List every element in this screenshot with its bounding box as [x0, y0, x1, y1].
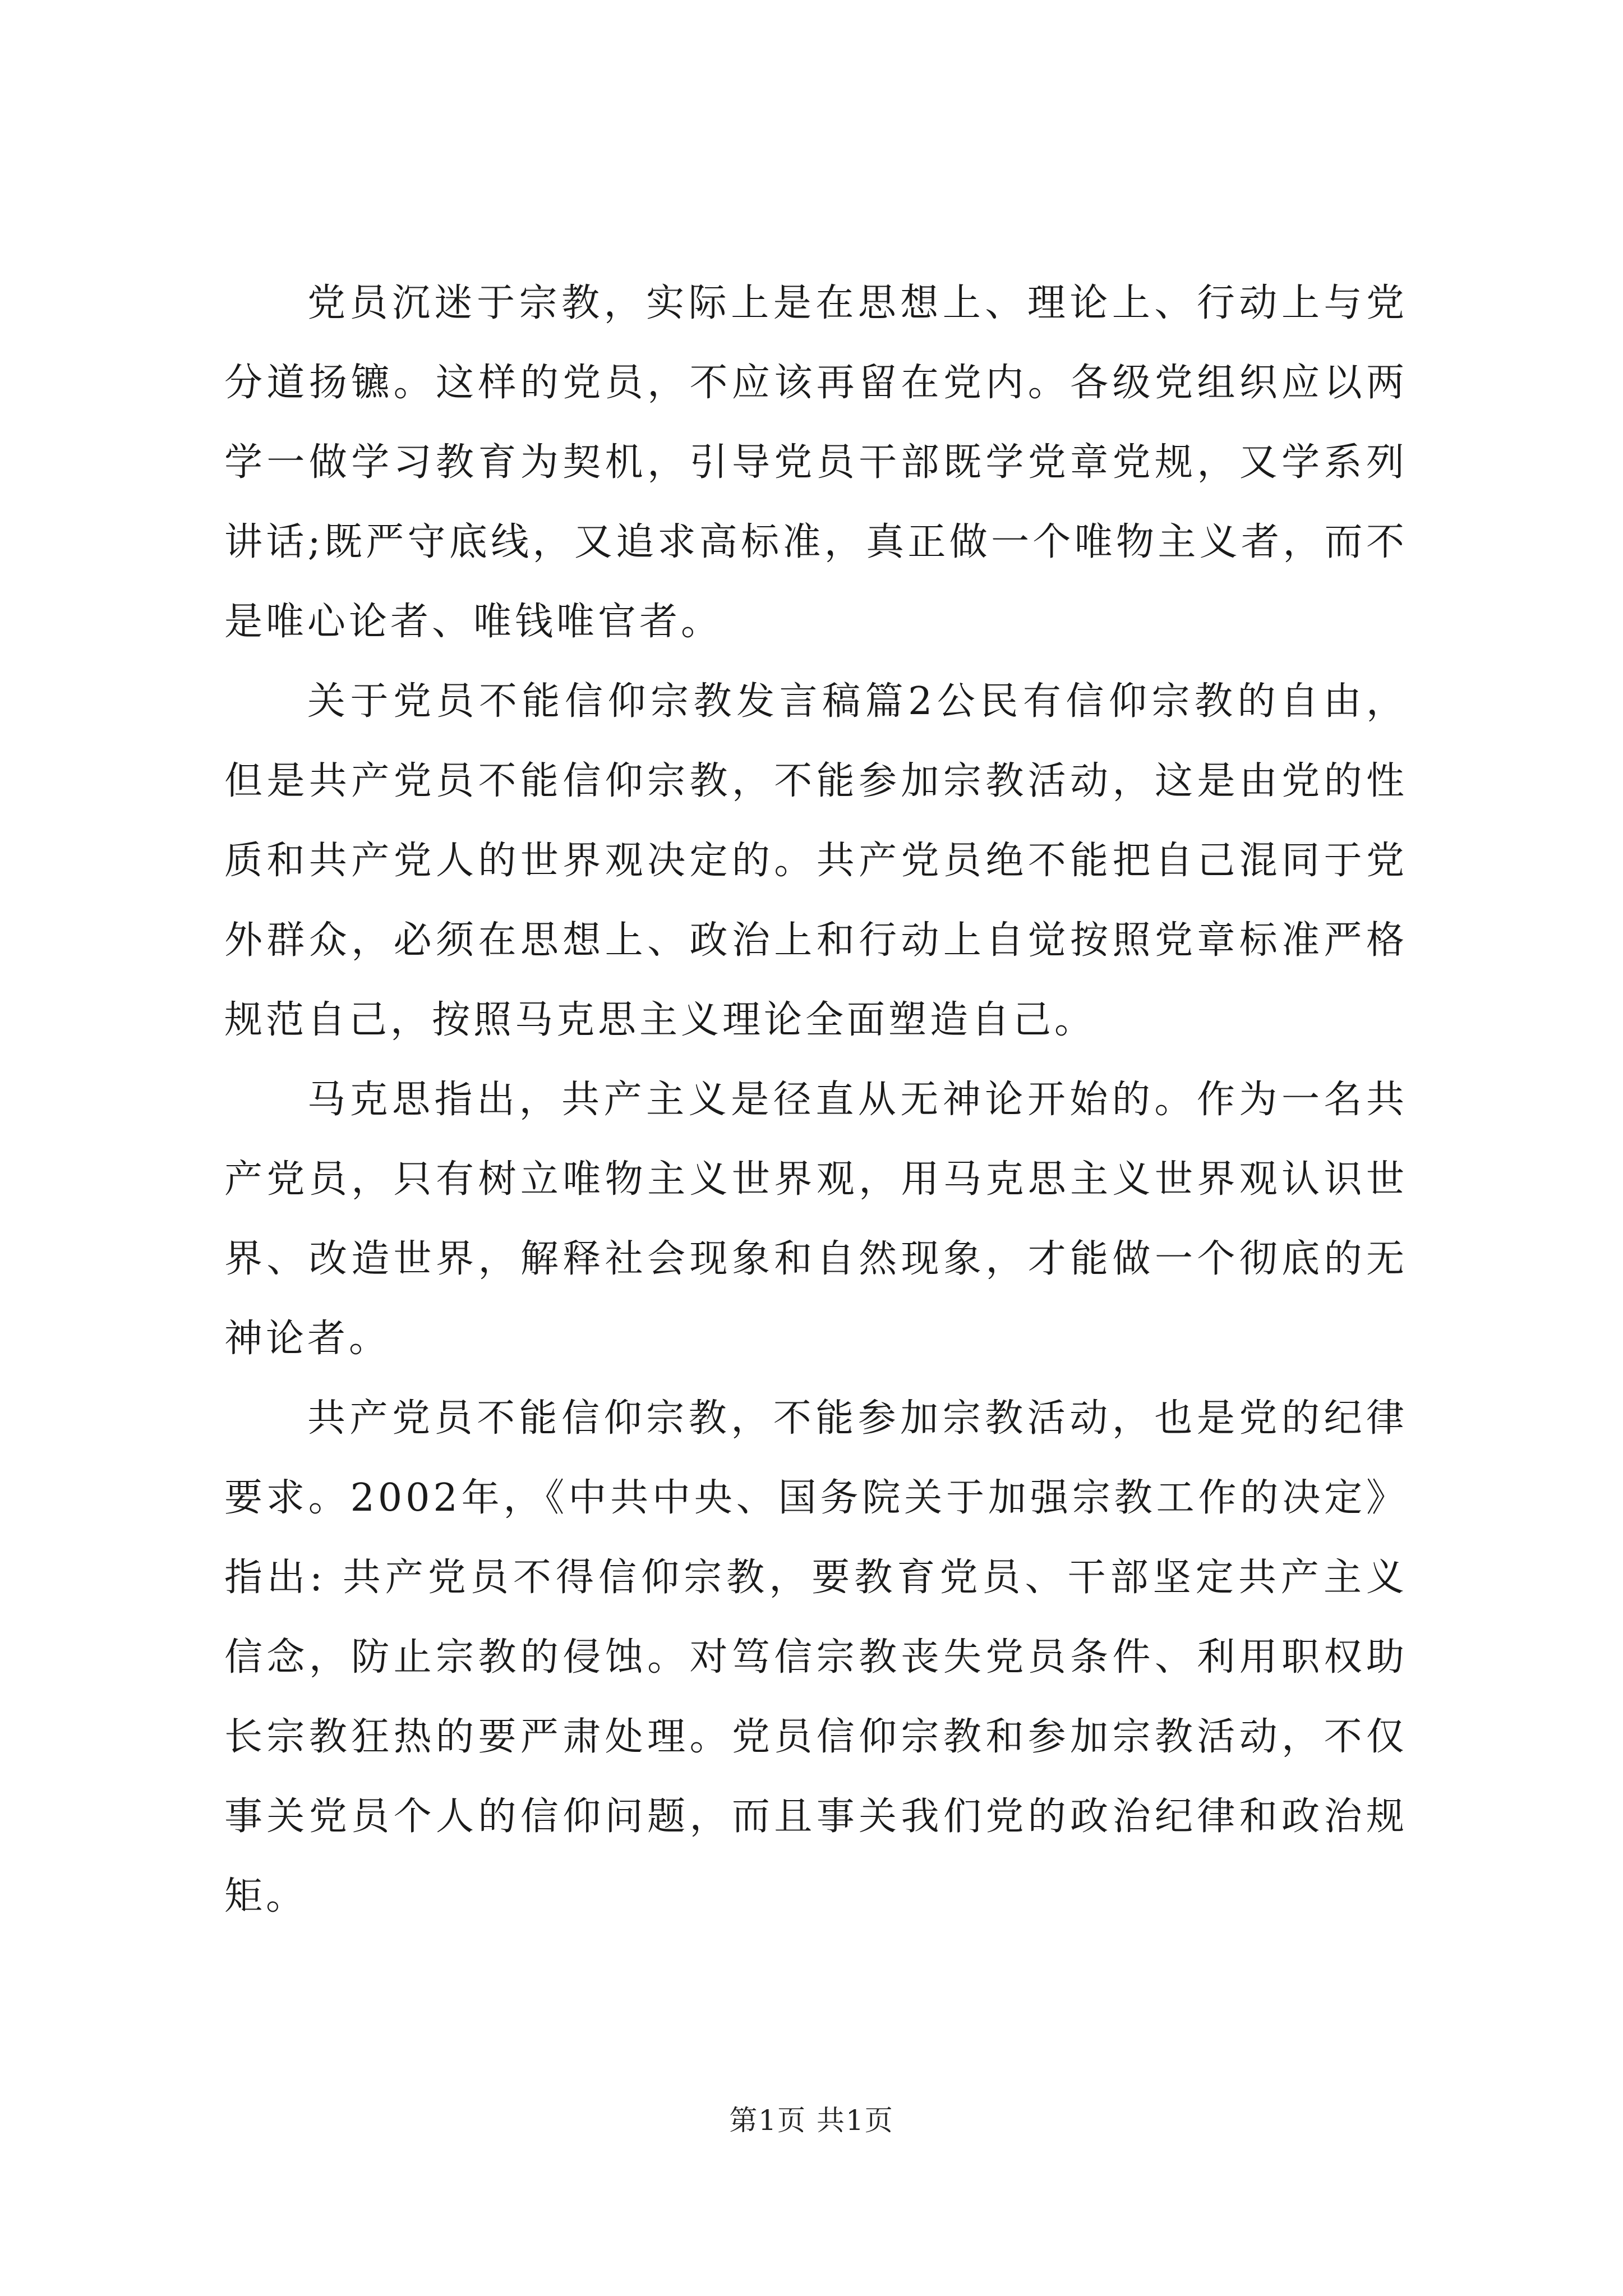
document-body [224, 264, 1408, 1936]
paragraph-1: 党员沉迷于宗教，实际上是在思想上、理论上、行动上与党分道扬镳。这样的党员，不应该再留在党内。各级党组织应以两学一做学习教育为契机，引导党员干部既学党章党规，又学系列讲话;既严守底线，又追求高标准，真正做一个唯物主义者，而不是唯心论者、唯钱唯官者。 [224, 281, 1408, 644]
paragraph-2: 关于党员不能信仰宗教发言稿篇2公民有信仰宗教的自由，但是共产党员不能信仰宗教，不能参加宗教活动，这是由党的性质和共产党人的世界观决定的。共产党员绝不能把自己混同于党外群众，必须在思想上、政治上和行动上自觉按照党章标准严格规范自己，按照马克思主义理论全面塑造自己。 [224, 679, 1408, 1042]
paragraph-3: 马克思指出，共产主义是径直从无神论开始的。作为一名共产党员，只有树立唯物主义世界观，用马克思主义世界观认识世界、改造世界，解释社会现象和自然现象，才能做一个彻底的无神论者。 [224, 1078, 1408, 1361]
paragraph-4: 共产党员不能信仰宗教，不能参加宗教活动，也是党的纪律要求。2002年，《中共中央、国务院关于加强宗教工作的决定》指出: 共产党员不得信仰宗教，要教育党员、干部坚定共产主义信念，防止宗教的侵蚀。对笃信宗教丧失党员条件、利用职权助长宗教狂热的要严肃处理。党员信仰宗教和参加宗教活动，不仅事关党员个人的信仰问题，而且事关我们党的政治纪律和政治规矩。 [224, 1396, 1408, 1918]
page-number-footer: 第1页 共1页 [729, 2104, 894, 2137]
